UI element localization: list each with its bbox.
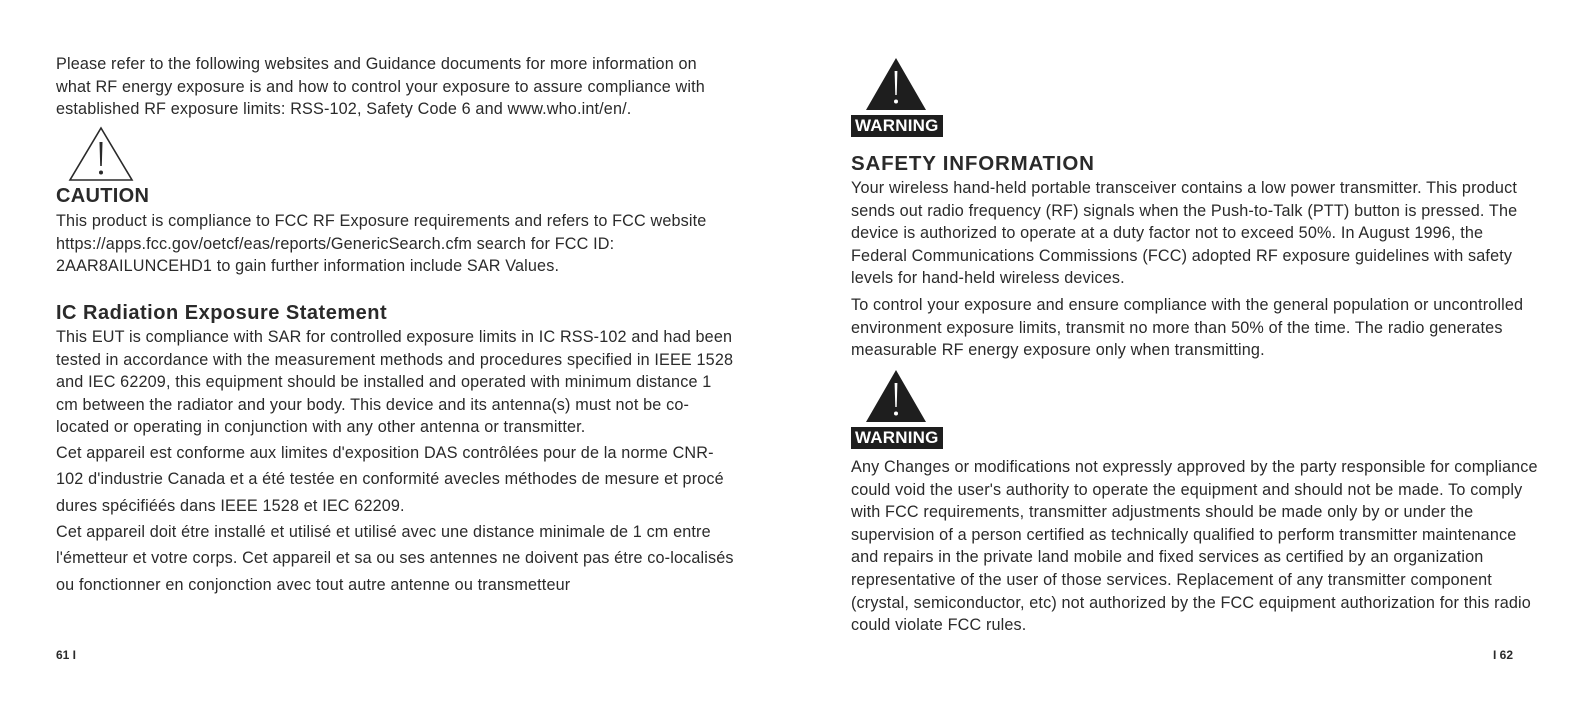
french-paragraph-1: Cet appareil est conforme aux limites d'exposition DAS contrôlées pour de la norme CNR-102 d'industrie Canada et a été testée en conformité avecles méthodes de mesure et procé dures spécifiéés dans IEEE 1528 et IEC 62209. (56, 444, 724, 515)
warning-label-2: WARNING (851, 427, 943, 449)
caution-label: CAUTION (56, 185, 150, 207)
warning-triangle-icon (865, 369, 927, 423)
caution-paragraph: This product is compliance to FCC RF Exposure requirements and refers to FCC website https://apps.fcc.gov/oetcf/eas/reports/GenericSearch.cfm search for FCC ID: 2AAR8AILUNCEHD1 to gain further information include SAR Values. (56, 212, 707, 276)
ic-statement-paragraph: This EUT is compliance with SAR for controlled exposure limits in IC RSS-102 and had been tested in accordance with the measurement methods and procedures specified in IEEE 1528 and IEC 62209, this equipment should be installed and operated with minimum distance 1 cm between the radiator and your body. This device and its antenna(s) must not be co-located or operating in conjunction with any other antenna or transmitter. (56, 328, 734, 437)
safety-paragraph-1: Your wireless hand-held portable transceiver contains a low power transmitter. This product sends out radio frequency (RF) signals when the Push-to-Talk (PTT) button is pressed. The device is authorized to operate at a duty factor not to exceed 50%. In August 1996, the Federal Communications Commissions (FCC) adopted RF exposure guidelines with safety levels for hand-held wireless devices. (851, 179, 1518, 288)
french-paragraph-2: Cet appareil doit étre installé et utilisé et utilisé avec une distance minimale de 1 cm entre l'émetteur et votre corps. Cet appareil et sa ou ses antennes ne doivent pas étre co-localisés ou fonctionner en conjonction avec tout autre antenne ou transmetteur (56, 523, 734, 594)
changes-paragraph: Any Changes or modifications not expressly approved by the party responsible for compliance could void the user's authority to operate the equipment and should not be made. To comply with FCC requirements, transmitter adjustments should be made only by or under the supervision of a person certified as technically qualified to perform transmitter maintenance and repairs in the private land mobile and fixed services as certified by an organization representative of the user of those services. Replacement of any transmitter component (crystal, semiconductor, etc) not authorized by the FCC equipment authorization for this radio could violate FCC rules. (851, 458, 1538, 635)
warning-block-2 (851, 369, 943, 449)
intro-paragraph: Please refer to the following websites and Guidance documents for more information on what RF energy exposure is and how to control your exposure to assure compliance with established RF exposure limits: RSS-102, Safety Code 6 and www.who.int/en/. (56, 55, 705, 119)
right-page (851, 0, 1541, 709)
page-number-right: I 62 (1492, 648, 1513, 662)
safety-information-heading: SAFETY INFORMATION (851, 152, 1095, 175)
left-page (56, 0, 736, 709)
warning-triangle-icon (865, 57, 927, 111)
warning-block-1 (851, 57, 943, 137)
ic-statement-heading: IC Radiation Exposure Statement (56, 302, 388, 324)
page-number-left: 61 I (56, 648, 77, 662)
warning-label-1: WARNING (851, 115, 943, 137)
caution-triangle-icon (68, 126, 134, 182)
safety-paragraph-2: To control your exposure and ensure compliance with the general population or uncontrolled environment exposure limits, transmit no more than 50% of the time. The radio generates measurable RF energy exposure only when transmitting. (851, 296, 1524, 360)
